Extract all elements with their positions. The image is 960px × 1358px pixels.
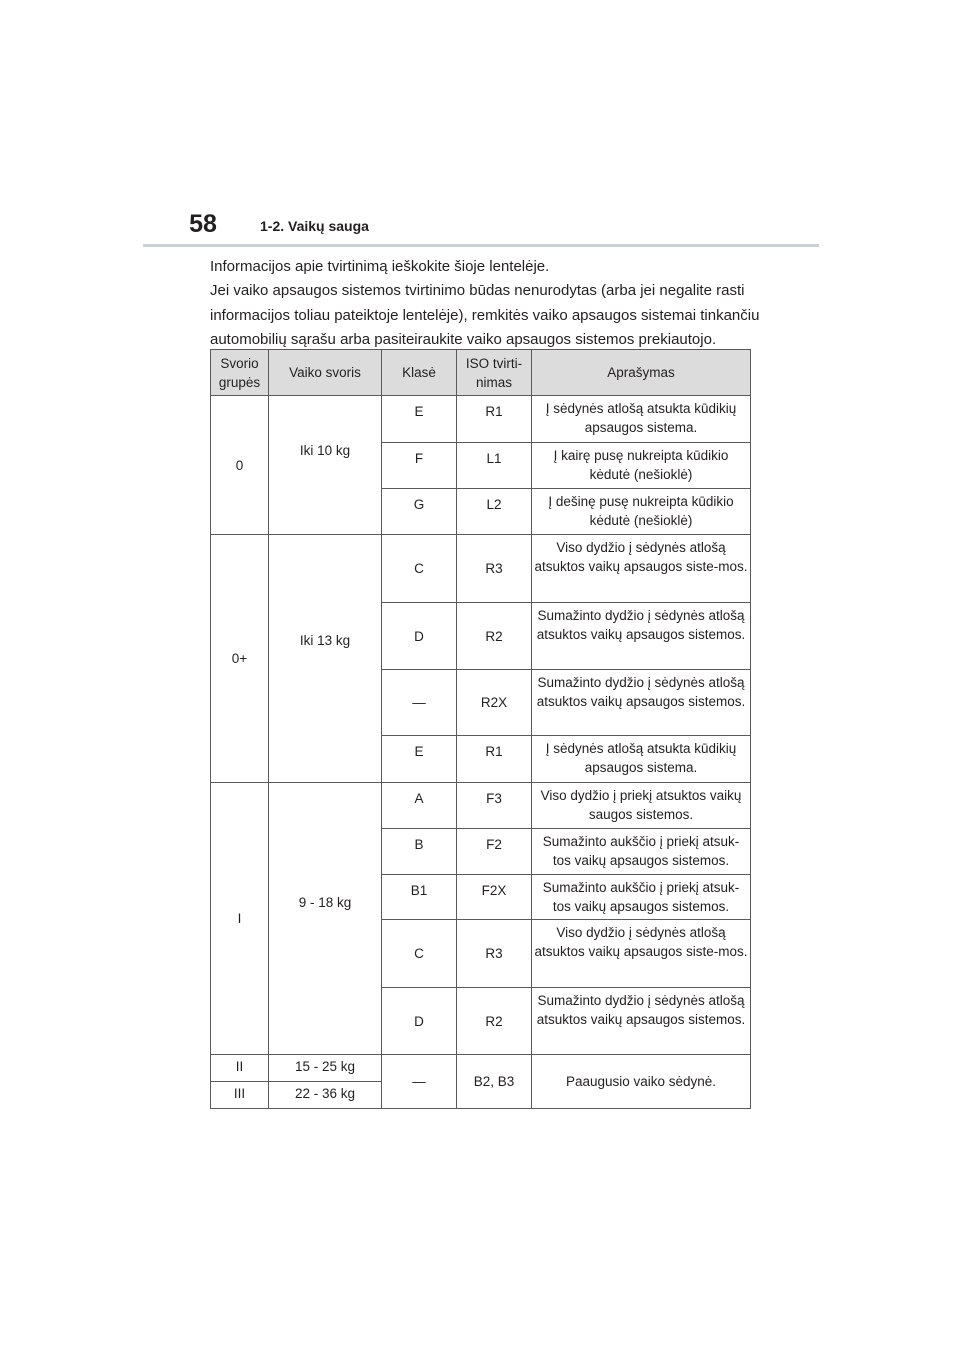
header-rule <box>143 244 819 247</box>
description-cell: Viso dydžio į sėdynės atlošą atsuktos vaikų apsaugos siste-mos. <box>532 920 751 988</box>
class-cell: E <box>382 736 457 783</box>
header-description: Aprašymas <box>532 350 751 396</box>
description-cell: Į sėdynės atlošą atsukta kūdikių apsaugos sistema. <box>532 736 751 783</box>
class-cell: D <box>382 603 457 670</box>
description-cell: Į kairę pusę nukreipta kūdikio kėdutė (nešioklė) <box>532 443 751 489</box>
iso-cell: R3 <box>457 535 532 603</box>
intro-line-2: Jei vaiko apsaugos sistemos tvirtinimo būdas nenurodytas (arba jei negalite rasti informacijos toliau pateiktoje lentelėje), remkitės vaiko apsaugos sistemai tinkančiu automobilių sąrašu arba pasiteiraukite vaiko apsaugos sistemos prekiautojo. <box>210 282 760 348</box>
weight-group-cell: II <box>211 1055 269 1082</box>
description-cell: Sumažinto aukščio į priekį atsuk-tos vaikų apsaugos sistemos. <box>532 875 751 920</box>
description-cell: Sumažinto dydžio į sėdynės atlošą atsuktos vaikų apsaugos sistemos. <box>532 603 751 670</box>
description-cell: Paaugusio vaiko sėdynė. <box>532 1055 751 1109</box>
description-cell: Viso dydžio į priekį atsuktos vaikų saugos sistemos. <box>532 783 751 829</box>
class-cell: B1 <box>382 875 457 920</box>
child-weight-cell: 9 - 18 kg <box>269 783 382 1055</box>
table-row <box>211 396 751 443</box>
intro-text <box>210 255 770 352</box>
description-cell: Sumažinto aukščio į priekį atsuk-tos vaikų apsaugos sistemos. <box>532 829 751 875</box>
class-cell: C <box>382 920 457 988</box>
description-cell: Į sėdynės atlošą atsukta kūdikių apsaugos sistema. <box>532 396 751 443</box>
weight-group-cell: 0 <box>211 396 269 535</box>
iso-cell: L2 <box>457 489 532 535</box>
weight-group-cell: 0+ <box>211 535 269 783</box>
section-title: 1-2. Vaikų sauga <box>260 218 369 234</box>
description-cell: Sumažinto dydžio į sėdynės atlošą atsuktos vaikų apsaugos sistemos. <box>532 670 751 736</box>
table-row <box>211 1055 751 1082</box>
header-class: Klasė <box>382 350 457 396</box>
description-cell: Viso dydžio į sėdynės atlošą atsuktos vaikų apsaugos siste-mos. <box>532 535 751 603</box>
iso-cell: F3 <box>457 783 532 829</box>
header-iso-fixing: ISO tvirti-nimas <box>457 350 532 396</box>
child-weight-cell: Iki 10 kg <box>269 396 382 535</box>
iso-cell: L1 <box>457 443 532 489</box>
child-seat-table <box>210 349 751 1109</box>
iso-cell: R1 <box>457 736 532 783</box>
iso-cell: B2, B3 <box>457 1055 532 1109</box>
header-weight-group: Svorio grupės <box>211 350 269 396</box>
table-row <box>211 535 751 603</box>
child-weight-cell: 22 - 36 kg <box>269 1082 382 1109</box>
table-header-row <box>211 350 751 396</box>
class-cell: C <box>382 535 457 603</box>
description-cell: Sumažinto dydžio į sėdynės atlošą atsuktos vaikų apsaugos sistemos. <box>532 988 751 1055</box>
class-cell: E <box>382 396 457 443</box>
intro-line-1: Informacijos apie tvirtinimą ieškokite šioje lentelėje. <box>210 258 550 275</box>
class-cell: A <box>382 783 457 829</box>
iso-cell: R2 <box>457 988 532 1055</box>
iso-cell: R2 <box>457 603 532 670</box>
iso-cell: R3 <box>457 920 532 988</box>
class-cell: G <box>382 489 457 535</box>
iso-cell: R1 <box>457 396 532 443</box>
iso-cell: R2X <box>457 670 532 736</box>
class-cell: F <box>382 443 457 489</box>
header-child-weight: Vaiko svoris <box>269 350 382 396</box>
description-cell: Į dešinę pusę nukreipta kūdikio kėdutė (nešioklė) <box>532 489 751 535</box>
page-number: 58 <box>189 210 217 238</box>
class-cell: B <box>382 829 457 875</box>
weight-group-cell: III <box>211 1082 269 1109</box>
class-cell: D <box>382 988 457 1055</box>
table-row <box>211 783 751 829</box>
iso-cell: F2X <box>457 875 532 920</box>
child-weight-cell: Iki 13 kg <box>269 535 382 783</box>
class-cell: — <box>382 670 457 736</box>
weight-group-cell: I <box>211 783 269 1055</box>
class-cell: — <box>382 1055 457 1109</box>
iso-cell: F2 <box>457 829 532 875</box>
child-weight-cell: 15 - 25 kg <box>269 1055 382 1082</box>
